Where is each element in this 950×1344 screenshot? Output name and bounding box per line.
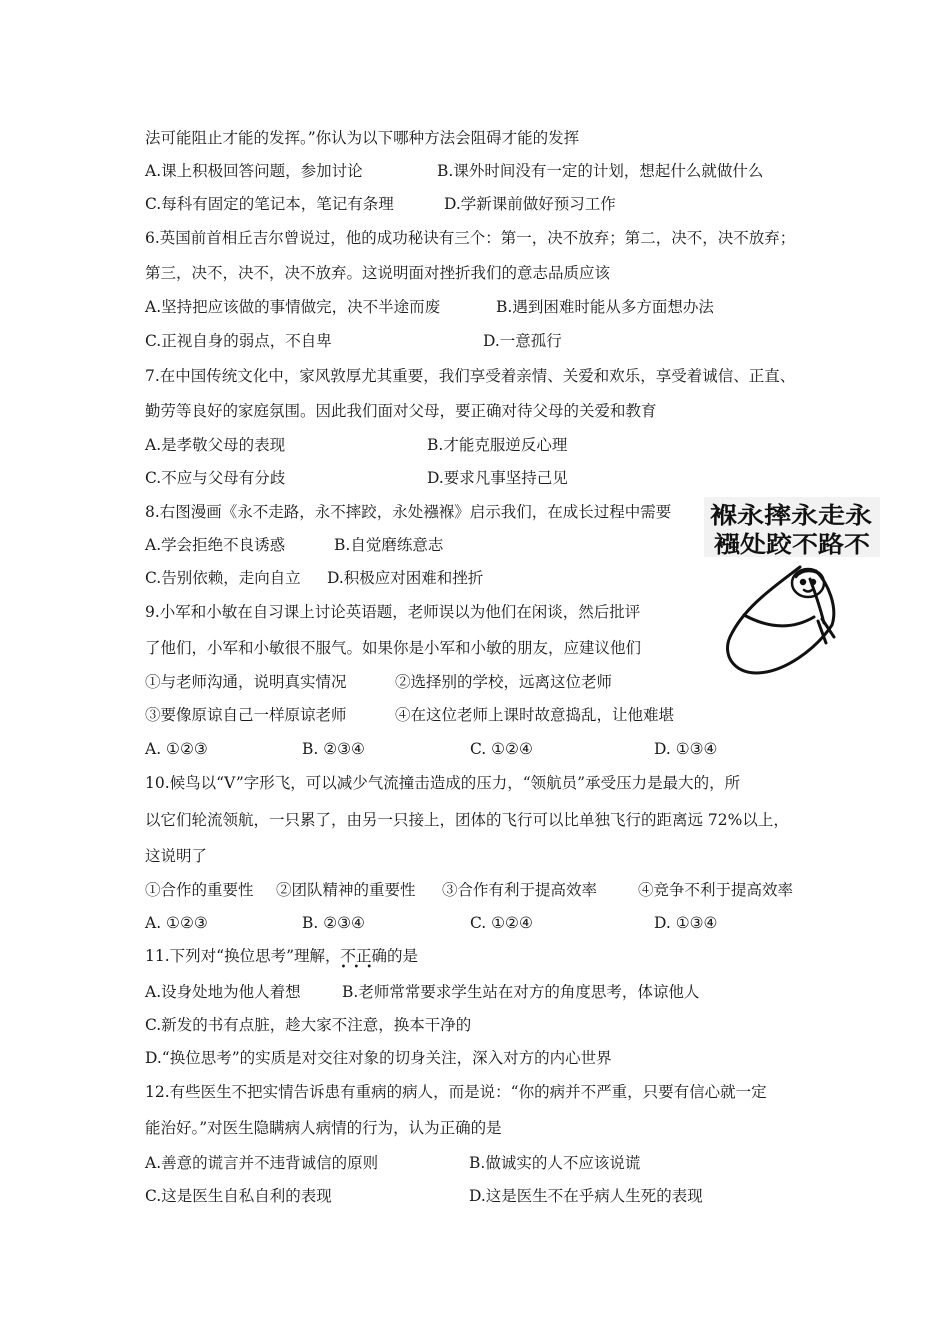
swaddle-fold-line [744, 615, 814, 626]
baby-face [792, 569, 824, 597]
swaddled-baby-cartoon [704, 497, 880, 683]
q10-option-c[interactable]: C. ①②④ [470, 914, 533, 932]
q12-option-d[interactable]: D.这是医生不在乎病人生死的表现 [469, 1187, 703, 1205]
q11-option-a[interactable]: A.设身处地为他人着想 [145, 983, 301, 1001]
q5-option-c[interactable]: C.每科有固定的笔记本，笔记有条理 [145, 195, 394, 213]
q10-stem-line1: 10.候鸟以“V”字形飞，可以减少气流撞击造成的压力，“领航员”承受压力是最大的，所 [145, 774, 741, 792]
q12-option-c[interactable]: C.这是医生自私自利的表现 [145, 1187, 332, 1205]
cartoon-caption-row2: 襁处跤不路不 [714, 532, 852, 558]
q7-option-a[interactable]: A.是孝敬父母的表现 [145, 436, 286, 454]
q9-option-c[interactable]: C. ①②④ [470, 740, 533, 758]
q9-stem-line1: 9.小军和小敏在自习课上讨论英语题，老师误以为他们在闲谈，然后批评 [145, 603, 641, 621]
q7-option-b[interactable]: B.才能克服逆反心理 [427, 436, 568, 454]
q11-stem-start: 11.下列对“换位思考”理解， [145, 947, 341, 965]
q8-option-b[interactable]: B.自觉磨练意志 [334, 536, 444, 554]
q12-stem-line1: 12.有些医生不把实情告诉患有重病的病人，而是说：“你的病并不严重，只要有信心就一定 [145, 1083, 767, 1101]
baby-right-eye [811, 580, 815, 584]
q10-statement-4: ④竞争不利于提高效率 [638, 881, 794, 899]
q5-option-d[interactable]: D.学新课前做好预习工作 [444, 195, 616, 213]
q6-option-b[interactable]: B.遇到困难时能从多方面想办法 [496, 298, 714, 316]
q9-statement-2: ②选择别的学校，远离这位老师 [395, 673, 613, 691]
q11-option-b[interactable]: B.老师常常要求学生站在对方的角度思考，体谅他人 [342, 983, 700, 1001]
q7-option-d[interactable]: D.要求凡事坚持己见 [427, 469, 568, 487]
q10-stem-line2: 以它们轮流领航，一只累了，由另一只接上，团体的飞行可以比单独飞行的距离远 72%以上， [145, 811, 789, 829]
q6-option-c[interactable]: C.正视自身的弱点，不自卑 [145, 332, 332, 350]
q7-stem-line1: 7.在中国传统文化中，家风敦厚尤其重要，我们享受着亲情、关爱和欢乐，享受着诚信、正直、 [145, 367, 796, 385]
q10-option-b[interactable]: B. ②③④ [302, 914, 365, 932]
q11-option-d[interactable]: D.“换位思考”的实质是对交往对象的切身关注，深入对方的内心世界 [145, 1049, 612, 1067]
q12-option-b[interactable]: B.做诚实的人不应该说谎 [469, 1154, 641, 1172]
q10-statement-1: ①合作的重要性 [145, 881, 254, 899]
q10-statement-2: ②团队精神的重要性 [276, 881, 416, 899]
q8-option-a[interactable]: A.学会拒绝不良诱惑 [145, 536, 286, 554]
q7-stem-line2: 勤劳等良好的家庭氛围。因此我们面对父母，要正确对待父母的关爱和教育 [145, 402, 657, 420]
q9-option-b[interactable]: B. ②③④ [302, 740, 365, 758]
q10-stem-line3: 这说明了 [145, 847, 208, 865]
q9-statement-3: ③要像原谅自己一样原谅老师 [145, 706, 347, 724]
q9-statement-1: ①与老师沟通，说明真实情况 [145, 673, 347, 691]
q9-statement-4: ④在这位老师上课时故意捣乱，让他难堪 [395, 706, 675, 724]
q11-emphasis-text: 不正确 [340, 947, 388, 965]
q5-option-a[interactable]: A.课上积极回答问题，参加讨论 [145, 162, 363, 180]
cartoon-caption-row1: 褓永摔永走永 [710, 503, 848, 529]
q5-option-b[interactable]: B.课外时间没有一定的计划，想起什么就做什么 [437, 162, 764, 180]
q10-statement-3: ③合作有利于提高效率 [442, 881, 598, 899]
q9-option-d[interactable]: D. ①③④ [654, 740, 718, 758]
q11-emphasis [340, 946, 388, 973]
q11-option-c[interactable]: C.新发的书有点脏，趁大家不注意，换本干净的 [145, 1016, 472, 1034]
swaddle-bundle [728, 567, 834, 673]
q12-option-a[interactable]: A.善意的谎言并不违背诚信的原则 [145, 1154, 379, 1172]
q9-stem-line2: 了他们，小军和小敏很不服气。如果你是小军和小敏的朋友，应建议他们 [145, 639, 642, 657]
q5-stem-continued: 法可能阻止才能的发挥。”你认为以下哪种方法会阻碍才能的发挥 [145, 129, 580, 147]
q6-stem-line1: 6.英国前首相丘吉尔曾说过，他的成功秘诀有三个：第一，决不放弃；第二，决不，决不放弃； [145, 229, 796, 247]
q10-option-d[interactable]: D. ①③④ [654, 914, 718, 932]
emphasis-dots: ••• [340, 962, 380, 973]
q8-option-d[interactable]: D.积极应对困难和挫折 [327, 569, 484, 587]
q6-stem-line2: 第三，决不，决不，决不放弃。这说明面对挫折我们的意志品质应该 [145, 264, 611, 282]
baby-left-eye [801, 580, 805, 584]
q6-option-a[interactable]: A.坚持把应该做的事情做完，决不半途而废 [145, 298, 441, 316]
q12-stem-line2: 能治好。”对医生隐瞒病人病情的行为，认为正确的是 [145, 1119, 502, 1137]
q8-stem: 8.右图漫画《永不走路，永不摔跤，永处襁褓》启示我们，在成长过程中需要 [145, 503, 672, 521]
q7-option-c[interactable]: C.不应与父母有分歧 [145, 469, 286, 487]
q10-option-a[interactable]: A. ①②③ [145, 914, 208, 932]
q6-option-d[interactable]: D.一意孤行 [483, 332, 562, 350]
q11-stem [145, 946, 419, 973]
q8-option-c[interactable]: C.告别依赖，走向自立 [145, 569, 301, 587]
q11-stem-end: 的是 [387, 947, 419, 965]
q9-option-a[interactable]: A. ①②③ [145, 740, 208, 758]
baby-mouth [804, 590, 812, 592]
